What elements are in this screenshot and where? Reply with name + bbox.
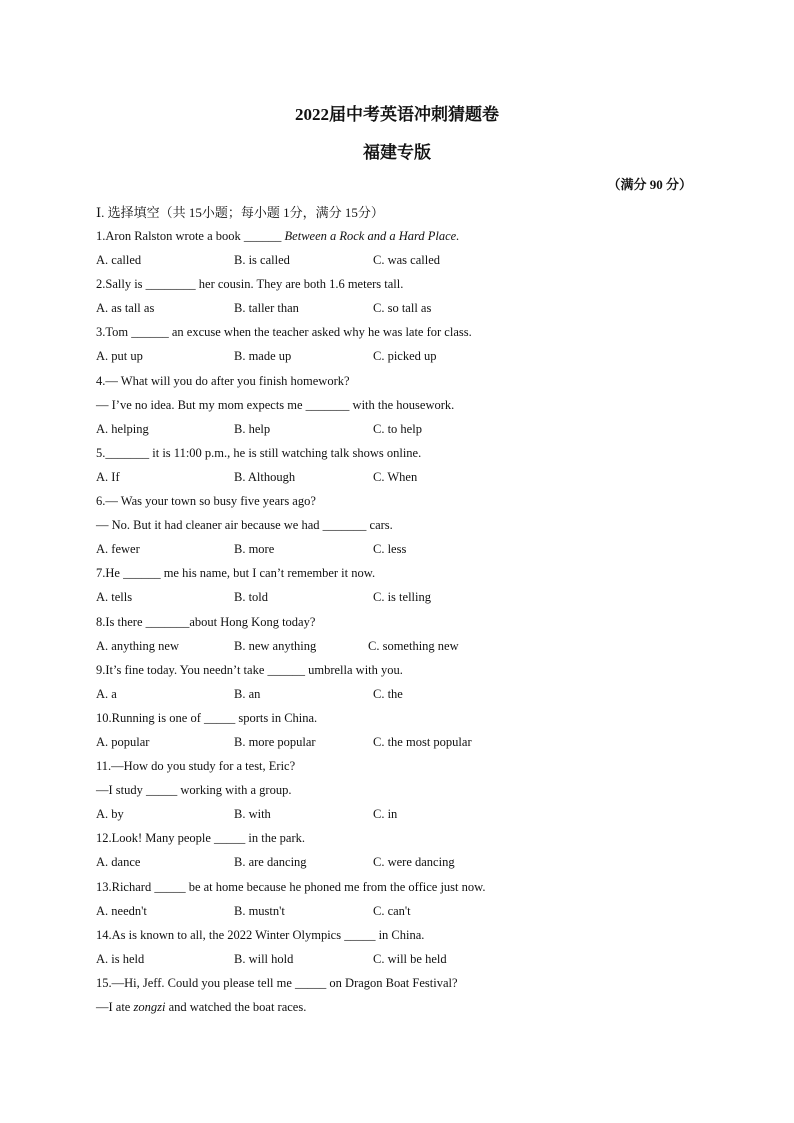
option-a: A. anything new — [96, 638, 179, 653]
option-c: C. so tall as — [373, 301, 432, 316]
option-row — [96, 250, 716, 274]
option-row — [96, 732, 716, 756]
option-row — [96, 949, 716, 973]
option-b: B. more — [234, 542, 275, 557]
option-row — [96, 901, 716, 925]
option-a: A. called — [96, 253, 142, 268]
question-response: —I ate zongzi and watched the boat races. — [96, 1000, 307, 1014]
question-response: —I study _____ working with a group. — [96, 783, 292, 798]
option-row — [96, 852, 716, 876]
question-stem: 10.Running is one of _____ sports in China. — [96, 710, 318, 725]
option-b: B. mustn't — [234, 903, 285, 918]
option-c: C. is telling — [373, 590, 431, 605]
question-stem: 5._______ it is 11:00 p.m., he is still watching talk shows online. — [96, 445, 422, 460]
option-row — [96, 684, 716, 708]
option-b: B. is called — [234, 253, 290, 268]
question-stem: 11.—How do you study for a test, Eric? — [96, 759, 296, 774]
option-a: A. by — [96, 807, 124, 822]
question-stem: 8.Is there _______about Hong Kong today? — [96, 614, 316, 629]
option-a: A. as tall as — [96, 301, 155, 316]
page-title: 2022届中考英语冲刺猜题卷 — [295, 105, 499, 124]
question-stem: 6.— Was your town so busy five years ago? — [96, 494, 316, 509]
option-c: C. will be held — [373, 951, 447, 966]
option-a: A. If — [96, 469, 120, 484]
option-row — [96, 539, 716, 563]
question-list — [96, 226, 716, 1021]
option-c: C. can't — [373, 903, 411, 918]
option-row — [96, 467, 716, 491]
option-b: B. will hold — [234, 951, 294, 966]
option-row — [96, 298, 716, 322]
option-b: B. are dancing — [234, 855, 307, 870]
question-stem: 1.Aron Ralston wrote a book ______ Between a Rock and a Hard Place. — [96, 229, 460, 243]
option-a: A. helping — [96, 421, 149, 436]
option-row — [96, 419, 716, 443]
question-response: — I’ve no idea. But my mom expects me _______ with the housework. — [96, 397, 455, 412]
question-stem: 14.As is known to all, the 2022 Winter Olympics _____ in China. — [96, 927, 425, 942]
total-score: （满分 90 分） — [607, 177, 692, 192]
option-c: C. When — [373, 469, 418, 484]
option-a: A. tells — [96, 590, 133, 605]
option-a: A. fewer — [96, 542, 140, 557]
option-c: C. the — [373, 686, 403, 701]
option-a: A. popular — [96, 734, 150, 749]
option-b: B. taller than — [234, 301, 299, 316]
page-subtitle: 福建专版 — [363, 143, 431, 162]
option-c: C. were dancing — [373, 855, 455, 870]
option-c: C. picked up — [373, 349, 437, 364]
question-stem: 7.He ______ me his name, but I can’t remember it now. — [96, 566, 376, 581]
question-stem: 2.Sally is ________ her cousin. They are both 1.6 meters tall. — [96, 277, 404, 292]
question-stem: 3.Tom ______ an excuse when the teacher asked why he was late for class. — [96, 325, 472, 340]
option-a: A. needn't — [96, 903, 147, 918]
option-c: C. less — [373, 542, 407, 557]
option-row — [96, 587, 716, 611]
option-a: A. a — [96, 686, 117, 701]
option-b: B. made up — [234, 349, 292, 364]
option-row — [96, 804, 716, 828]
option-b: B. help — [234, 421, 271, 436]
question-stem: 15.—Hi, Jeff. Could you please tell me _____ on Dragon Boat Festival? — [96, 975, 458, 990]
option-c: C. something new — [368, 638, 459, 653]
option-b: B. with — [234, 807, 271, 822]
question-stem: 9.It’s fine today. You needn’t take ______ umbrella with you. — [96, 662, 403, 677]
option-c: C. was called — [373, 253, 440, 268]
option-a: A. put up — [96, 349, 143, 364]
option-b: B. told — [234, 590, 269, 605]
question-stem: 13.Richard _____ be at home because he phoned me from the office just now. — [96, 879, 486, 894]
option-a: A. dance — [96, 855, 141, 870]
question-stem: 12.Look! Many people _____ in the park. — [96, 831, 305, 846]
option-c: C. to help — [373, 421, 422, 436]
section-heading: Ⅰ. 选择填空（共 15小题；每小题 1分，满分 15分） — [96, 205, 384, 220]
option-row — [96, 346, 716, 370]
question-response: — No. But it had cleaner air because we had _______ cars. — [96, 518, 393, 533]
option-c: C. in — [373, 807, 398, 822]
option-c: C. the most popular — [373, 734, 472, 749]
question-stem: 4.— What will you do after you finish homework? — [96, 373, 350, 388]
option-b: B. more popular — [234, 734, 316, 749]
option-row — [96, 636, 716, 660]
option-a: A. is held — [96, 951, 145, 966]
option-b: B. an — [234, 686, 261, 701]
option-b: B. new anything — [234, 638, 317, 653]
option-b: B. Although — [234, 469, 296, 484]
